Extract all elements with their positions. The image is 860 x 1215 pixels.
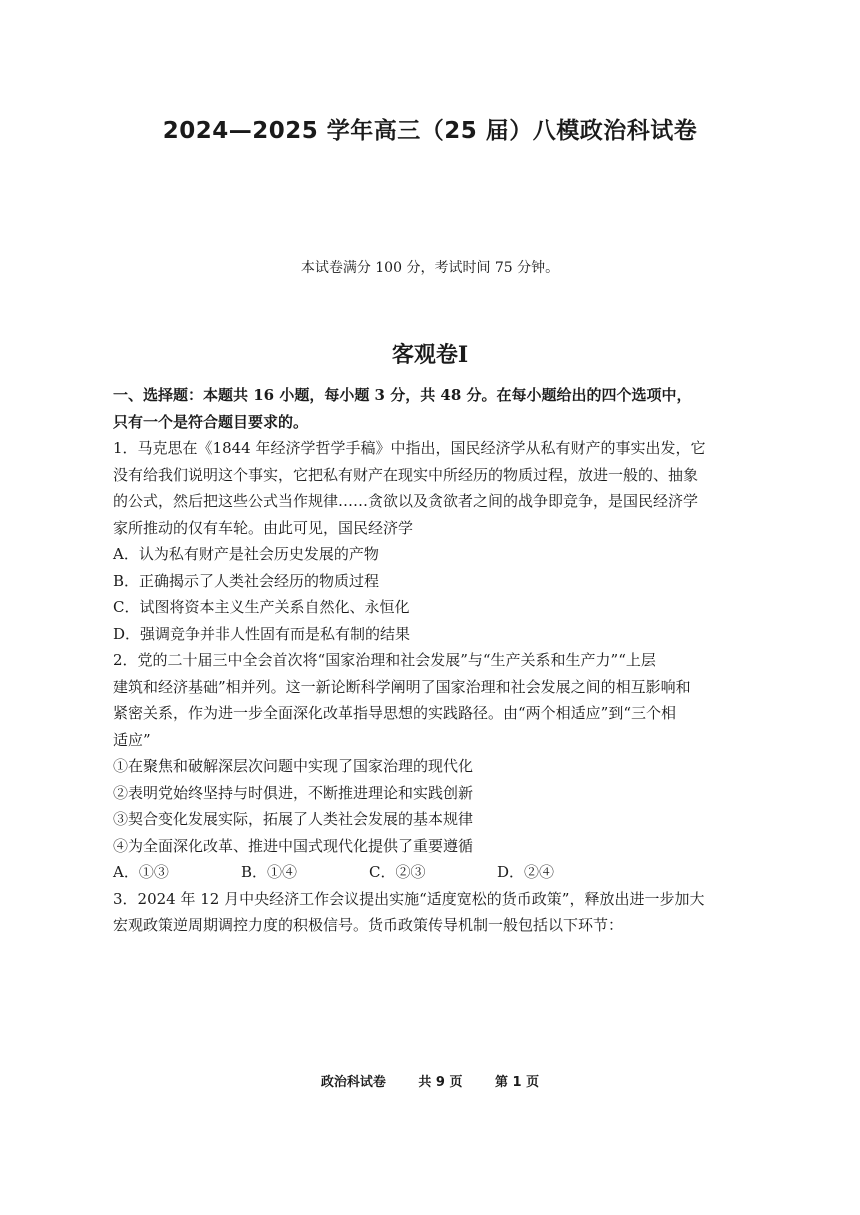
q2-stem-line-2: 建筑和经济基础”相并列。这一新论断科学阐明了国家治理和社会发展之间的相互影响和 — [113, 677, 691, 696]
q1-option-b: B．正确揭示了人类社会经历的物质过程 — [113, 571, 380, 590]
q2-choice-d: D．②④ — [497, 863, 555, 881]
q2-choice-a: A．①③ — [113, 863, 169, 881]
q1-option-a: A．认为私有财产是社会历史发展的产物 — [113, 545, 379, 563]
q1-option-d: D．强调竞争并非人性固有而是私有制的结果 — [113, 624, 411, 643]
footer-current-page: 第 1 页 — [495, 1075, 540, 1090]
q2-statement-3: ③契合变化发展实际，拓展了人类社会发展的基本规律 — [113, 810, 474, 828]
q2-stem-line-3: 紧密关系，作为进一步全面深化改革指导思想的实践路径。由“两个相适应”到“三个相 — [113, 704, 677, 722]
q2-choices — [113, 859, 753, 886]
q2-stem-line-1: 2．党的二十届三中全会首次将“国家治理和社会发展”与“生产关系和生产力”“上层 — [113, 651, 656, 669]
exam-title: 2024—2025 学年高三（25 届）八模政治科试卷 — [162, 118, 698, 144]
section-title: 客观卷Ⅰ — [391, 342, 469, 368]
q1-stem-line-2: 没有给我们说明这个事实，它把私有财产在现实中所经历的物质过程，放进一般的、抽象 — [113, 465, 699, 484]
instructions-line-1: 一、选择题：本题共 16 小题，每小题 3 分，共 48 分。在每小题给出的四个选项中， — [113, 386, 692, 404]
q2-statement-2: ②表明党始终坚持与时俱进，不断推进理论和实践创新 — [113, 783, 474, 802]
instructions-line-2: 只有一个是符合题目要求的。 — [113, 412, 309, 431]
q1-stem-line-1: 1．马克思在《1844 年经济学哲学手稿》中指出，国民经济学从私有财产的事实出发，它 — [113, 439, 706, 457]
q1-option-c: C．试图将资本主义生产关系自然化、永恒化 — [113, 598, 410, 616]
footer-total-pages: 共 9 页 — [418, 1075, 463, 1090]
page-footer — [0, 1071, 860, 1090]
exam-content — [113, 382, 753, 939]
exam-note: 本试卷满分 100 分，考试时间 75 分钟。 — [300, 260, 560, 276]
q3-stem-line-2: 宏观政策逆周期调控力度的积极信号。货币政策传导机制一般包括以下环节： — [113, 916, 624, 934]
q2-stem-line-4: 适应” — [113, 730, 151, 749]
q2-statement-1: ①在聚焦和破解深层次问题中实现了国家治理的现代化 — [113, 757, 474, 775]
q1-stem-line-4: 家所推动的仅有车轮。由此可见，国民经济学 — [113, 518, 414, 537]
q2-statement-4: ④为全面深化改革、推进中国式现代化提供了重要遵循 — [113, 836, 474, 855]
q1-stem-line-3: 的公式，然后把这些公式当作规律……贪欲以及贪欲者之间的战争即竞争，是国民经济学 — [113, 492, 699, 510]
q3-stem-line-1: 3．2024 年 12 月中央经济工作会议提出实施“适度宽松的货币政策”，释放出进一步加大 — [113, 889, 705, 908]
footer-subject: 政治科试卷 — [320, 1075, 386, 1090]
q2-choice-c: C．②③ — [369, 863, 426, 881]
q2-choice-b: B．①④ — [241, 863, 298, 881]
